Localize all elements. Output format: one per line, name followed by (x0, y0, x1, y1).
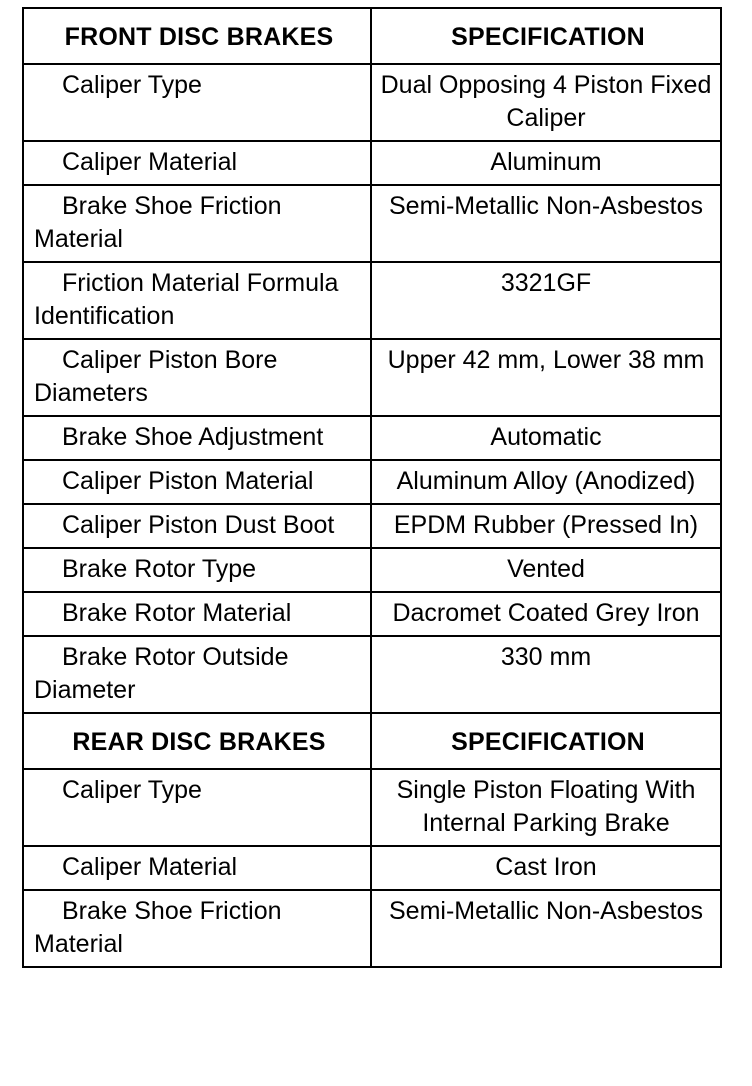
table-row (23, 460, 721, 504)
table-row (23, 636, 721, 713)
table-row (23, 592, 721, 636)
parameter-cell: Brake Shoe Friction Material (23, 890, 371, 967)
parameter-cell: Caliper Piston Material (23, 460, 371, 504)
brake-specification-table (22, 7, 722, 968)
specification-cell: 3321GF (371, 262, 721, 339)
specification-cell: Vented (371, 548, 721, 592)
parameter-cell: Brake Rotor Material (23, 592, 371, 636)
specification-cell: Dacromet Coated Grey Iron (371, 592, 721, 636)
parameter-cell: Caliper Type (23, 769, 371, 846)
specification-cell: 330 mm (371, 636, 721, 713)
parameter-cell: Brake Shoe Friction Material (23, 185, 371, 262)
section-header-rear: REAR DISC BRAKES (23, 713, 371, 769)
section-header-front: FRONT DISC BRAKES (23, 8, 371, 64)
table-row (23, 141, 721, 185)
parameter-cell: Friction Material Formula Identification (23, 262, 371, 339)
parameter-cell: Caliper Material (23, 846, 371, 890)
parameter-cell: Brake Shoe Adjustment (23, 416, 371, 460)
specification-cell: Dual Opposing 4 Piston Fixed Caliper (371, 64, 721, 141)
parameter-cell: Caliper Type (23, 64, 371, 141)
table-row (23, 185, 721, 262)
specification-cell: Semi-Metallic Non-Asbestos (371, 185, 721, 262)
table-row (23, 890, 721, 967)
specification-header-front: SPECIFICATION (371, 8, 721, 64)
specification-cell: Semi-Metallic Non-Asbestos (371, 890, 721, 967)
parameter-cell: Caliper Piston Bore Diameters (23, 339, 371, 416)
specification-cell: Aluminum Alloy (Anodized) (371, 460, 721, 504)
table-row (23, 769, 721, 846)
parameter-cell: Brake Rotor Type (23, 548, 371, 592)
parameter-cell: Caliper Material (23, 141, 371, 185)
parameter-cell: Brake Rotor Outside Diameter (23, 636, 371, 713)
specification-cell: Single Piston Floating With Internal Parking Brake (371, 769, 721, 846)
parameter-cell: Caliper Piston Dust Boot (23, 504, 371, 548)
table-row (23, 416, 721, 460)
specification-header-rear: SPECIFICATION (371, 713, 721, 769)
table-row (23, 504, 721, 548)
specification-cell: Cast Iron (371, 846, 721, 890)
specification-cell: Aluminum (371, 141, 721, 185)
section-header-row-rear (23, 713, 721, 769)
specification-cell: EPDM Rubber (Pressed In) (371, 504, 721, 548)
table-row (23, 64, 721, 141)
table-row (23, 846, 721, 890)
table-row (23, 548, 721, 592)
table-row (23, 339, 721, 416)
specification-cell: Upper 42 mm, Lower 38 mm (371, 339, 721, 416)
section-header-row-front (23, 8, 721, 64)
table-row (23, 262, 721, 339)
specification-cell: Automatic (371, 416, 721, 460)
